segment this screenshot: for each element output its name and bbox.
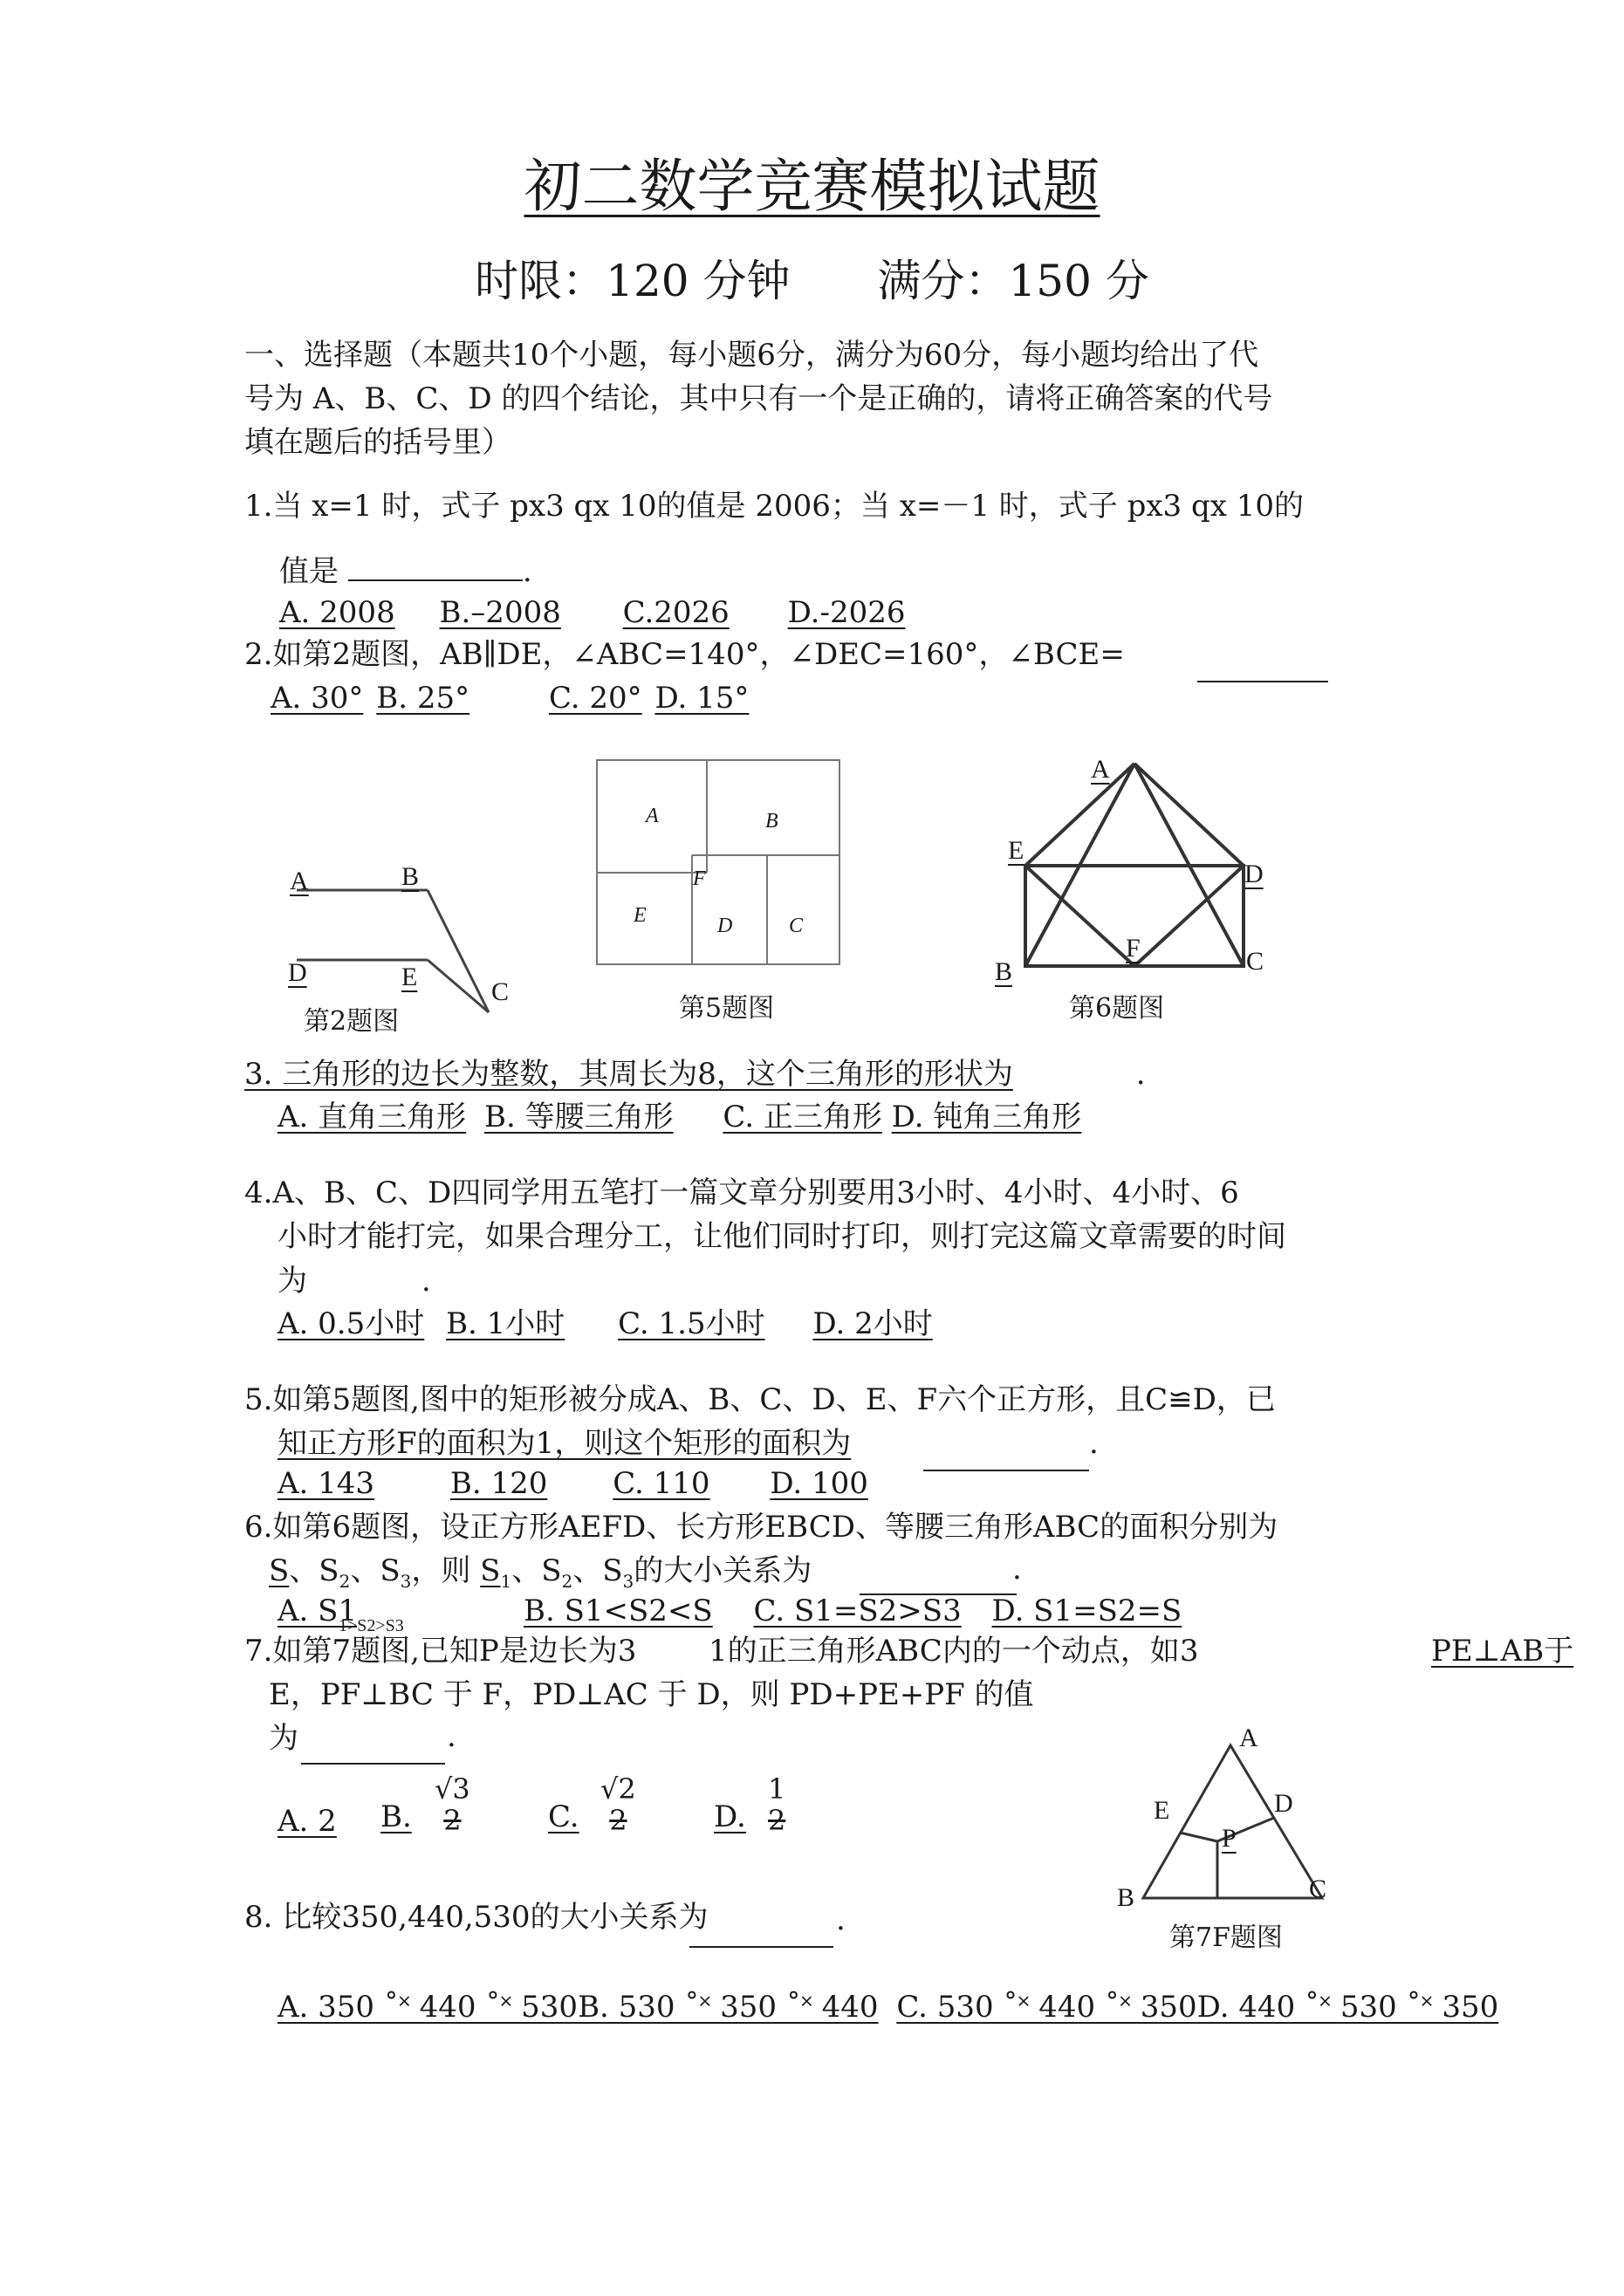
fig6-label-b: B <box>995 957 1013 986</box>
fig7-caption: 第7F题图 <box>1169 1922 1283 1953</box>
q6-sub1-b: 1 <box>500 1570 512 1592</box>
fig6-label-a: A <box>1091 755 1110 784</box>
fig7-label-b: B <box>1117 1883 1135 1912</box>
q7-frac-b-num: √3 <box>435 1772 470 1806</box>
q7-option-c[interactable]: C. <box>548 1799 579 1834</box>
q2-options <box>271 679 749 717</box>
q6-sub3-b: 3 <box>622 1570 634 1592</box>
q2-option-a[interactable]: A. 30° <box>271 681 364 716</box>
q6-options-rest <box>524 1592 1182 1630</box>
q3-stem-text: 3. 三角形的边长为整数，其周长为8，这个三角形的形状为 <box>244 1057 1013 1092</box>
q3-option-c[interactable]: C. 正三角形 <box>723 1100 882 1134</box>
q7-stem-line1c: PE⊥AB于 <box>1431 1634 1574 1669</box>
q6-answer-blank[interactable] <box>860 1562 1017 1595</box>
q2-answer-blank[interactable] <box>1197 646 1328 682</box>
q6-relation-label: 的大小关系为 <box>634 1553 812 1588</box>
q1-option-b[interactable]: B.–2008 <box>439 595 561 630</box>
section-intro-line3: 填在题后的括号里） <box>244 425 511 460</box>
q6-option-c[interactable]: C. S1=S2>S3 <box>753 1593 962 1628</box>
q3-option-a[interactable]: A. 直角三角形 <box>278 1100 467 1134</box>
fig2-caption: 第2题图 <box>304 1006 400 1037</box>
q1-options <box>279 593 905 632</box>
q5-blank-dot: . <box>1089 1426 1099 1461</box>
q3-options <box>278 1098 1081 1136</box>
q4-stem-line3: 为 . <box>278 1261 431 1300</box>
q4-answer-blank[interactable] <box>317 1261 421 1291</box>
q1-answer-blank[interactable] <box>348 550 523 581</box>
q2-option-c[interactable]: C. 20° <box>548 681 642 716</box>
fig7-label-p: P <box>1222 1824 1237 1853</box>
fig2-label-e: E <box>401 963 418 991</box>
fig5-label-c: C <box>789 915 804 937</box>
q6-s2-b: 、S <box>511 1553 562 1588</box>
q8-blank-dot: . <box>836 1902 846 1937</box>
q6-option-a-sub: 1>S2>S3 <box>339 1616 404 1635</box>
q5-stem-text: 知正方形F的面积为1，则这个矩形的面积为 <box>278 1426 852 1461</box>
page-title: 初二数学竞赛模拟试题 <box>524 153 1100 220</box>
fig6-label-d: D <box>1244 860 1264 888</box>
q1-option-d[interactable]: D.-2026 <box>787 595 906 630</box>
q5-options <box>278 1464 868 1503</box>
q3-answer-blank[interactable] <box>1023 1054 1136 1084</box>
fig7-label-d: D <box>1274 1789 1293 1818</box>
fig2-label-c: C <box>491 977 510 1006</box>
q3-option-b[interactable]: B. 等腰三角形 <box>483 1100 674 1134</box>
q4-option-c[interactable]: C. 1.5小时 <box>618 1306 765 1341</box>
q7-option-b[interactable]: B. <box>380 1799 412 1834</box>
q6-sub2-a: 2 <box>339 1570 351 1592</box>
q2-stem: 2.如第2题图，AB∥DE，∠ABC=140°，∠DEC=160°，∠BCE= <box>244 637 1125 672</box>
q5-stem-line1: 5.如第5题图,图中的矩形被分成A、B、C、D、E、F六个正方形，且C≌D，已 <box>244 1382 1276 1417</box>
q6-sub3-a: 3 <box>400 1570 412 1592</box>
q7-option-a[interactable]: A. 2 <box>278 1804 337 1839</box>
q7-frac-b <box>435 1773 470 1836</box>
q6-option-b[interactable]: B. S1<S2<S <box>524 1593 713 1628</box>
q5-option-d[interactable]: D. 100 <box>770 1466 868 1501</box>
q2-option-b[interactable]: B. 25° <box>376 681 470 716</box>
q5-option-b[interactable]: B. 120 <box>449 1466 548 1501</box>
q7-stem-line2: E，PF⊥BC 于 F，PD⊥AC 于 D，则 PD+PE+PF 的值 <box>269 1677 1034 1712</box>
fig5-label-a: A <box>646 805 659 827</box>
q6-s1-b: S <box>480 1553 501 1588</box>
q4-for-label: 为 <box>278 1264 307 1299</box>
q1-option-c[interactable]: C.2026 <box>622 595 730 630</box>
q5-answer-blank[interactable] <box>923 1431 1089 1471</box>
page-subtitle: 时限：120 分钟 满分：150 分 <box>475 256 1149 306</box>
q8-option-b[interactable]: B. 530 ˚˟ 350 ˚˟ 440 <box>578 1990 879 2025</box>
q3-stem: 3. 三角形的边长为整数，其周长为8，这个三角形的形状为 . <box>244 1054 1146 1093</box>
q7-for-label: 为 <box>269 1721 298 1756</box>
q4-option-d[interactable]: D. 2小时 <box>812 1306 933 1341</box>
fig2-label-d: D <box>288 958 307 987</box>
q7-blank-dot: . <box>447 1719 456 1754</box>
q6-s2-a: 、S <box>289 1553 339 1588</box>
q7-frac-d-num: 1 <box>768 1772 786 1806</box>
fig2-label-b: B <box>401 862 420 891</box>
q6-s3-b: 、S <box>572 1553 623 1588</box>
q5-option-a[interactable]: A. 143 <box>278 1466 375 1501</box>
q6-blank-dot: . <box>1012 1552 1022 1587</box>
fig7-label-c: C <box>1309 1874 1327 1903</box>
q8-answer-blank[interactable] <box>689 1911 833 1948</box>
q3-option-d[interactable]: D. 钝角三角形 <box>891 1100 1082 1134</box>
q1-stem-cont: 值是 . <box>279 550 532 591</box>
q7-frac-c-num: √2 <box>600 1772 636 1806</box>
q4-option-a[interactable]: A. 0.5小时 <box>278 1306 425 1341</box>
q5-option-c[interactable]: C. 110 <box>613 1466 710 1501</box>
q2-option-d[interactable]: D. 15° <box>654 681 750 716</box>
q6-sub2-b: 2 <box>561 1570 573 1592</box>
q6-option-d[interactable]: D. S1=S2=S <box>991 1593 1182 1628</box>
q7-frac-b-den: 2 <box>443 1804 462 1837</box>
section-intro-line2: 号为 A、B、C、D 的四个结论，其中只有一个是正确的，请将正确答案的代号 <box>244 381 1273 416</box>
section-intro-line1: 一、选择题（本题共10个小题，每小题6分，满分为60分，每小题均给出了代 <box>244 338 1259 373</box>
q4-stem-line2: 小时才能打完，如果合理分工，让他们同时打印，则打完这篇文章需要的时间 <box>278 1219 1286 1254</box>
fig6-label-c: C <box>1246 947 1264 976</box>
fig6-caption: 第6题图 <box>1069 993 1165 1024</box>
q7-frac-d-den: 2 <box>768 1804 786 1837</box>
q6-stem-line1: 6.如第6题图，设正方形AEFD、长方形EBCD、等腰三角形ABC的面积分别为 <box>244 1510 1278 1545</box>
q7-answer-blank[interactable] <box>301 1728 445 1765</box>
q4-stem-line1: 4.A、B、C、D四同学用五笔打一篇文章分别要用3小时、4小时、4小时、6 <box>244 1175 1239 1210</box>
fig6-label-e: E <box>1008 836 1024 865</box>
q7-frac-c <box>600 1773 636 1836</box>
q7-option-d[interactable]: D. <box>714 1799 746 1834</box>
q7-stem-line1a: 7.如第7题图,已知P是边长为3 <box>244 1634 637 1669</box>
fig2-label-a: A <box>290 867 309 895</box>
fig7-label-a: A <box>1239 1724 1258 1752</box>
q7-stem-line1b: 1的正三角形ABC内的一个动点，如3 <box>709 1634 1199 1669</box>
q6-option-a[interactable]: A. S1 <box>278 1593 358 1628</box>
q8-options <box>278 1988 1498 2026</box>
q6-then: ，则 <box>411 1553 471 1588</box>
fig6-label-f: F <box>1126 934 1141 963</box>
q7-frac-c-den: 2 <box>609 1804 627 1837</box>
q8-option-a[interactable]: A. 350 ˚˟ 440 ˚˟ 530 <box>278 1990 579 2025</box>
q6-s1-a: S <box>269 1553 290 1588</box>
q7-stem-line3 <box>269 1719 298 1758</box>
q1-option-a[interactable]: A. 2008 <box>279 595 395 630</box>
fig5-label-e: E <box>634 904 647 927</box>
q4-options <box>278 1305 933 1343</box>
fig5-label-d: D <box>717 915 733 937</box>
q7-frac-d <box>768 1773 785 1836</box>
q8-option-d[interactable]: D. 440 ˚˟ 530 ˚˟ 350 <box>1196 1990 1499 2025</box>
q1-stem: 1.当 x=1 时，式子 px3 qx 10的值是 2006；当 x=－1 时，式子 px3 qx 10的 <box>244 489 1304 524</box>
q6-s3-a: 、S <box>350 1553 401 1588</box>
q1-value-label: 值是 <box>279 554 339 589</box>
fig5-label-f: F <box>693 867 706 890</box>
fig7-label-e: E <box>1154 1796 1170 1825</box>
q5-stem-line2 <box>278 1424 851 1463</box>
fig5-label-b: B <box>765 810 778 833</box>
fig5-caption: 第5题图 <box>679 993 775 1024</box>
q8-option-c[interactable]: C. 530 ˚˟ 440 ˚˟ 350 <box>896 1990 1197 2025</box>
q8-stem: 8. 比较350,440,530的大小关系为 <box>244 1900 709 1935</box>
q4-option-b[interactable]: B. 1小时 <box>446 1306 565 1341</box>
